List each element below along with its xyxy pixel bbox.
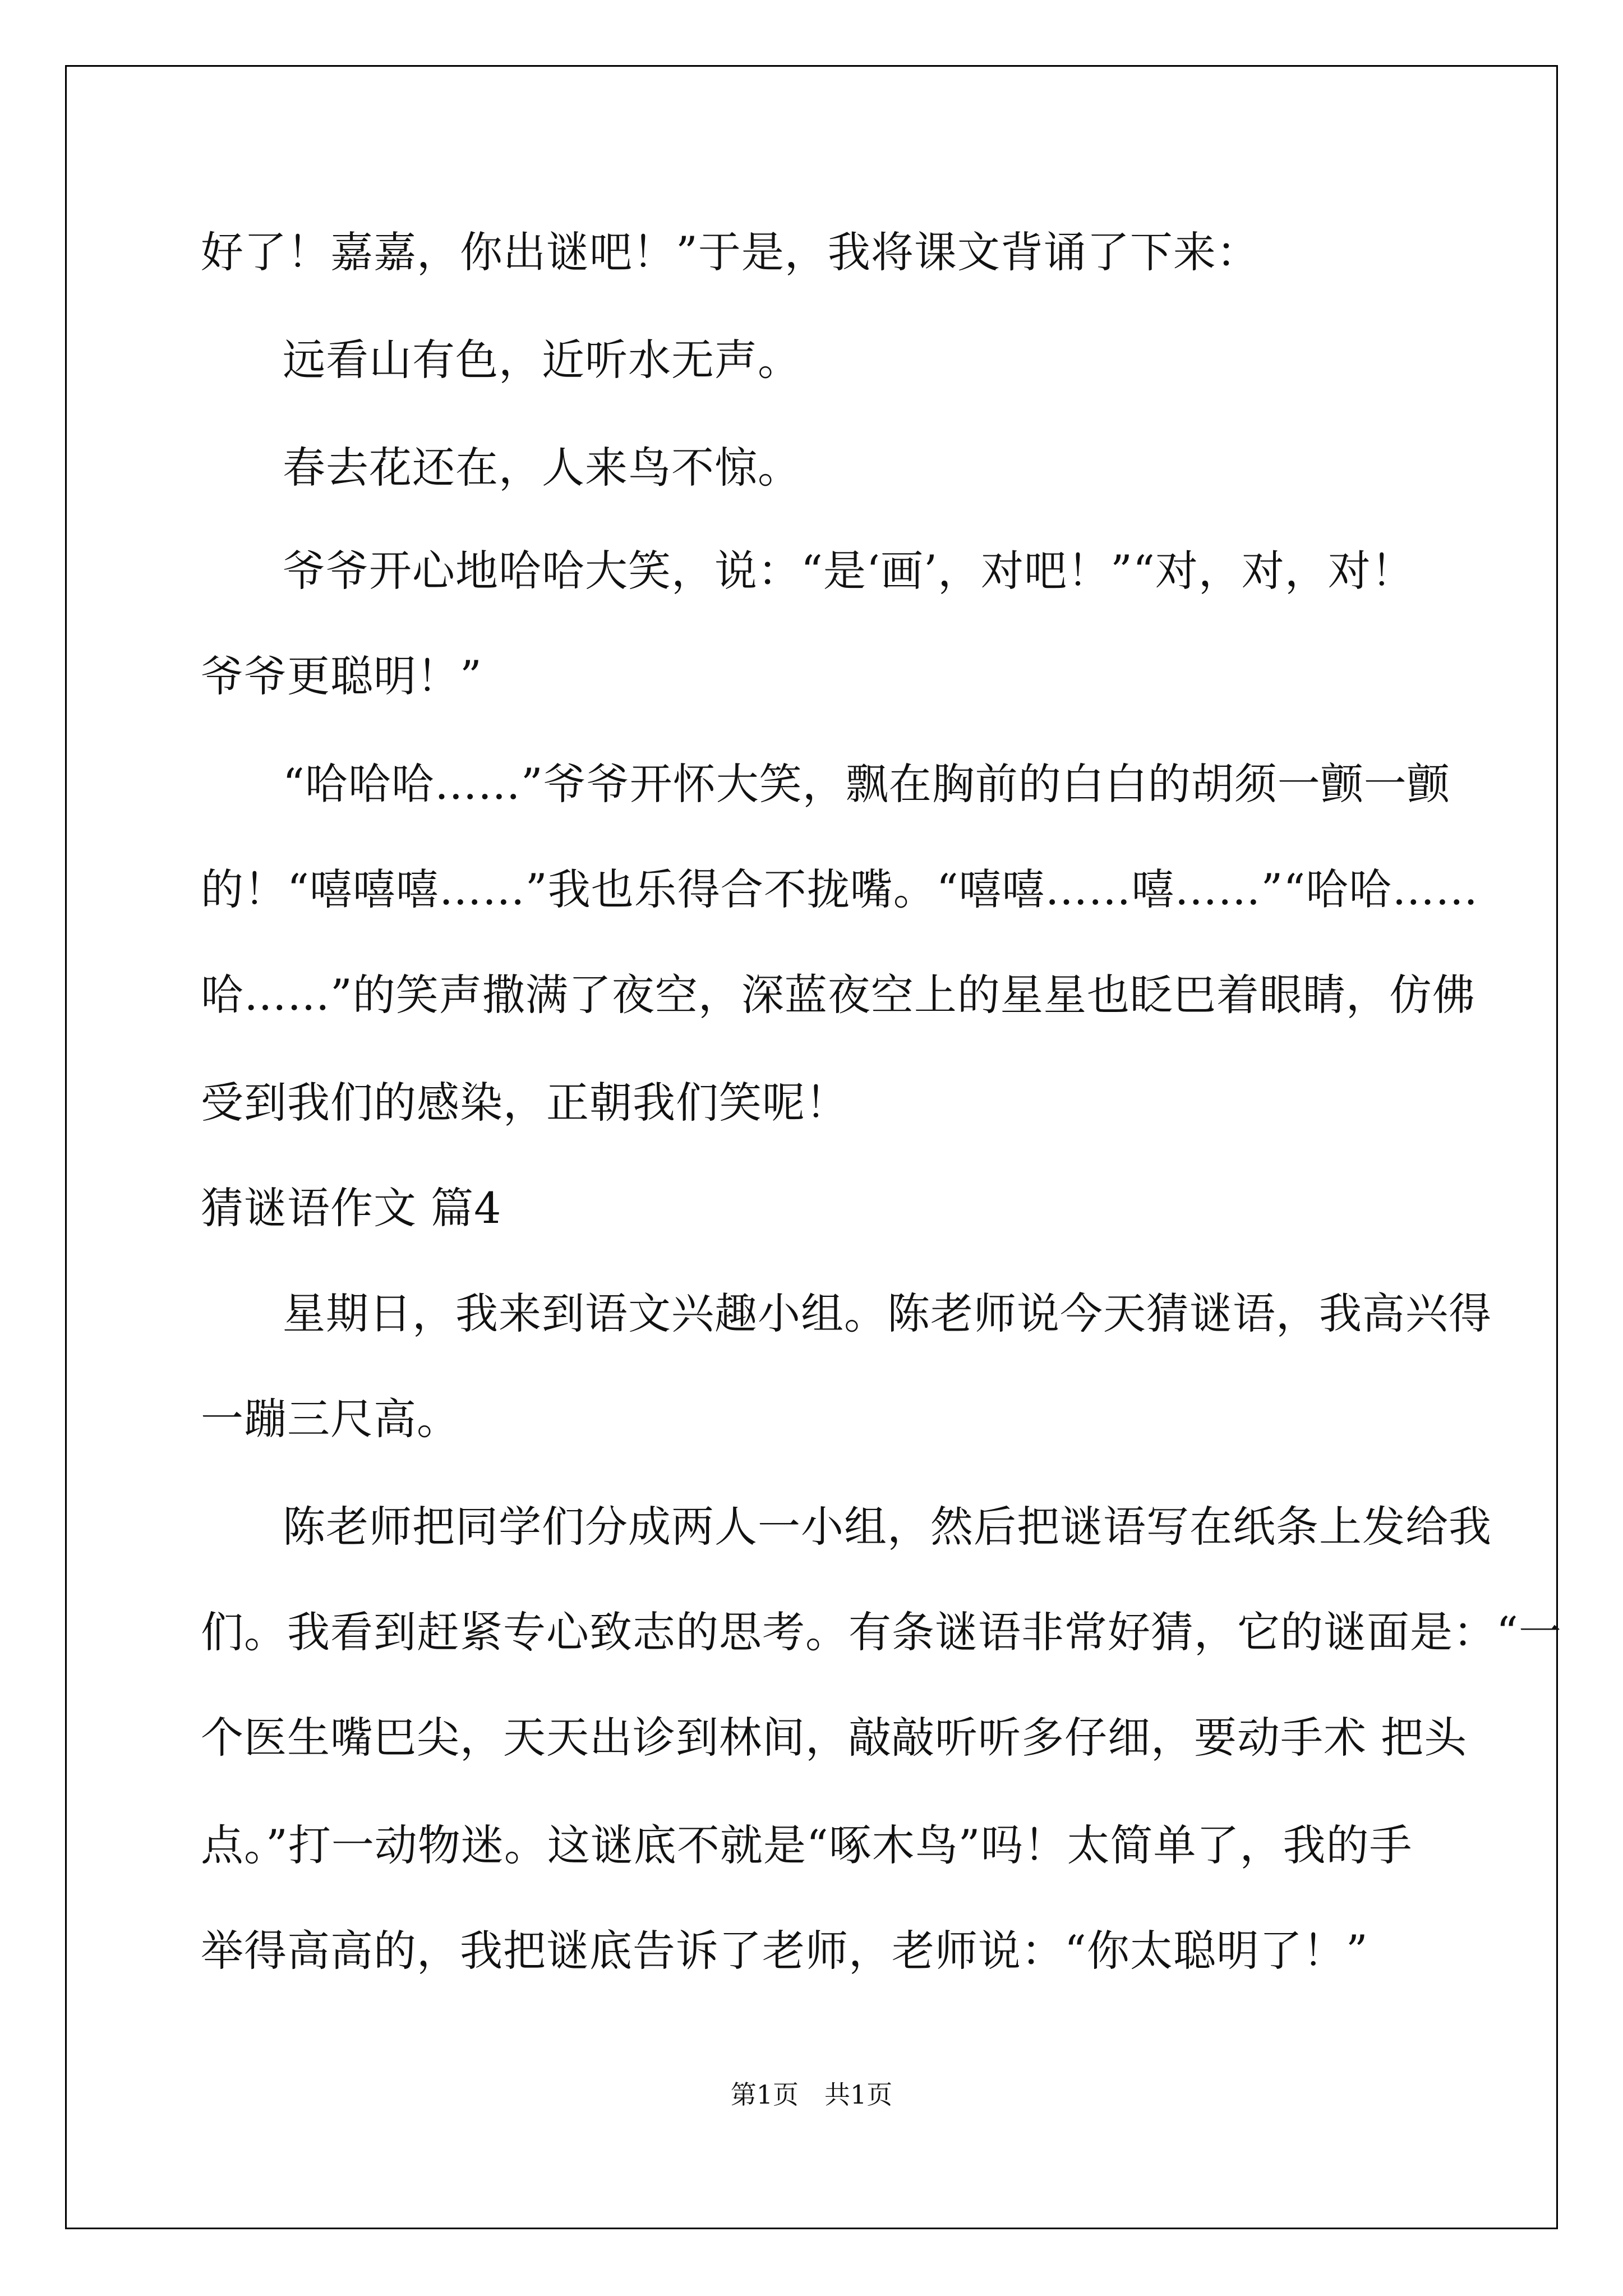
page-number-footer: 第1页 共1页 [730,2079,893,2110]
section-heading: 猜谜语作文 篇4 [201,1183,502,1233]
text-line: 举得高高的，我把谜底告诉了老师，老师说：“你太聪明了！” [201,1926,1368,1976]
text-line: 爷爷开心地哈哈大笑，说：“是‘画’，对吧！”“对，对，对！ [283,546,1414,596]
text-line: 个医生嘴巴尖，天天出诊到林间，敲敲听听多仔细，要动手术 把头 [201,1713,1468,1763]
text-line: 受到我们的感染，正朝我们笑呢！ [201,1078,849,1128]
text-line: 一蹦三尺高。 [201,1394,460,1444]
text-line: “哈哈哈……”爷爷开怀大笑，飘在胸前的白白的胡须一颤一颤 [283,759,1450,809]
text-line: 陈老师把同学们分成两人一小组，然后把谜语写在纸条上发给我 [283,1502,1492,1552]
text-line: 的！“嘻嘻嘻……”我也乐得合不拢嘴。“嘻嘻……嘻……”“哈哈…… [201,864,1479,914]
page-border [65,65,1558,2229]
text-line: 们。我看到赶紧专心致志的思考。有条谜语非常好猜，它的谜面是：“一 [201,1607,1562,1657]
text-line: 春去花还在，人来鸟不惊。 [283,443,801,493]
text-line: 好了！嘉嘉，你出谜吧！”于是，我将课文背诵了下来： [201,227,1260,277]
text-line: 远看山有色，近听水无声。 [283,335,801,385]
text-line: 星期日，我来到语文兴趣小组。陈老师说今天猜谜语，我高兴得 [283,1289,1492,1338]
text-line: 爷爷更聪明！” [201,651,482,701]
text-line: 哈……”的笑声撒满了夜空，深蓝夜空上的星星也眨巴着眼睛，仿佛 [201,970,1476,1020]
text-line: 点。”打一动物迷。这谜底不就是“啄木鸟”吗！太简单了，我的手 [201,1820,1413,1870]
